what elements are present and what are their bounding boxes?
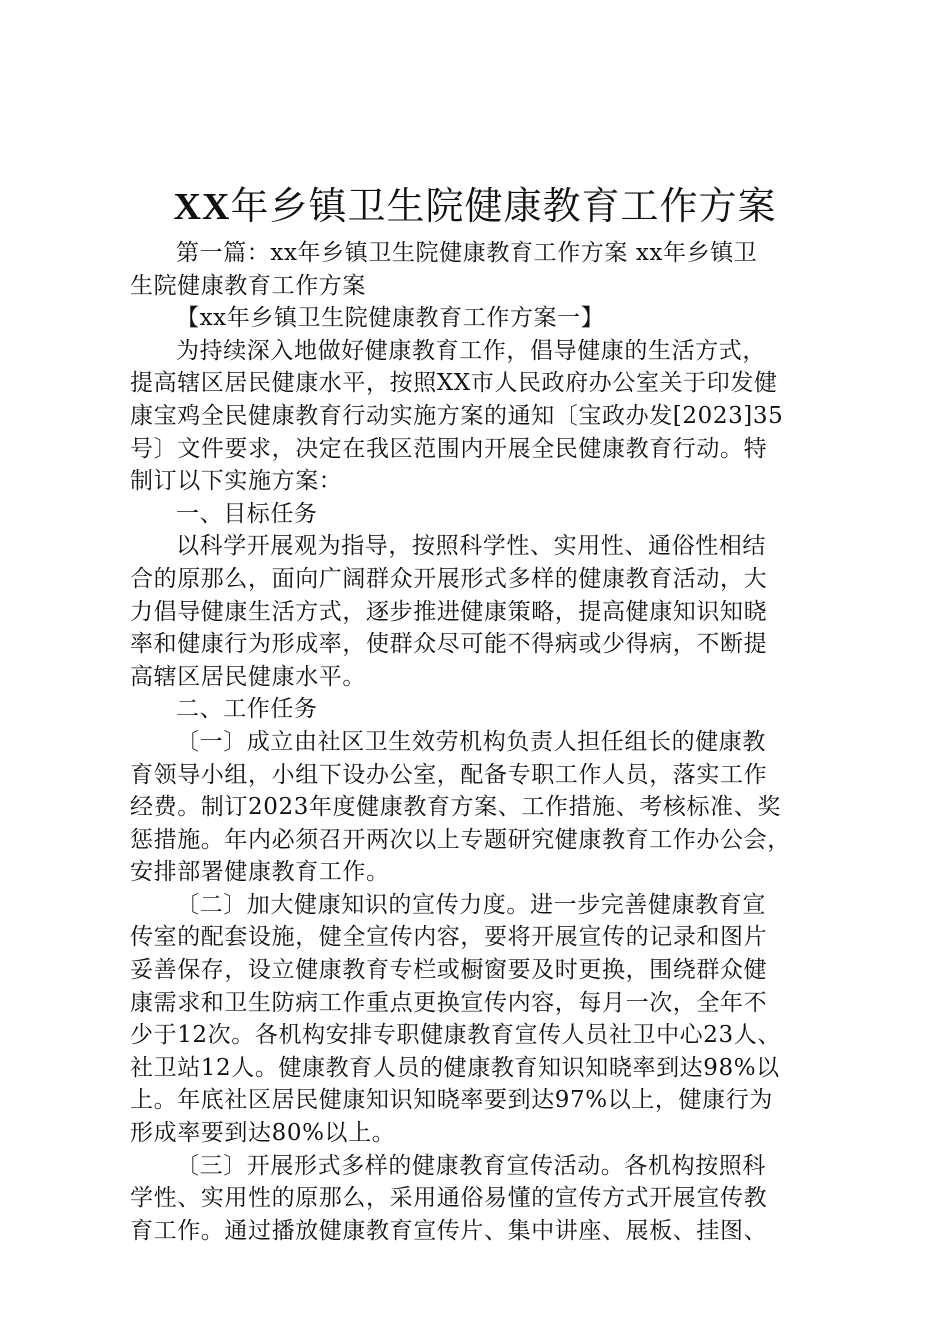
document-body [130, 237, 820, 1247]
text-line: 【xx年乡镇卫生院健康教育工作方案一】 [176, 305, 605, 332]
document-title [130, 178, 820, 235]
text-line: 生院健康教育工作方案 [130, 272, 366, 299]
text-line: 〔一〕成立由社区卫生效劳机构负责人担任组长的健康教 [176, 728, 766, 755]
text-line: 形成率要到达80%以上。 [130, 1120, 396, 1147]
paragraph [130, 302, 820, 335]
paragraph [130, 498, 820, 531]
text-line: 安排部署健康教育工作。 [130, 859, 390, 886]
text-line: 社卫站12人。健康教育人员的健康教育知识知晓率到达98%以 [130, 1054, 780, 1081]
paragraph [130, 1150, 820, 1248]
text-line: 二、工作任务 [176, 696, 318, 723]
text-line: 提高辖区居民健康水平，按照XX市人民政府办公室关于印发健 [130, 370, 778, 397]
text-line: 上。年底社区居民健康知识知晓率要到达97%以上，健康行为 [130, 1087, 773, 1114]
text-line: 高辖区居民健康水平。 [130, 663, 366, 690]
text-line: 合的原那么，面向广阔群众开展形式多样的健康教育活动，大 [130, 565, 768, 592]
text-line: 率和健康行为形成率，使群众尽可能不得病或少得病，不断提 [130, 631, 768, 658]
text-line: 制订以下实施方案： [130, 468, 343, 495]
text-line: 〔二〕加大健康知识的宣传力度。进一步完善健康教育宣 [176, 891, 766, 918]
paragraph [130, 889, 820, 1150]
text-line: 一、目标任务 [176, 500, 318, 527]
text-line: 妥善保存，设立健康教育专栏或橱窗要及时更换，围绕群众健 [130, 957, 768, 984]
text-line: 力倡导健康生活方式，逐步推进健康策略，提高健康知识知晓 [130, 598, 768, 625]
paragraph [130, 530, 820, 693]
title-text: 年乡镇卫生院健康教育工作方案 [230, 184, 777, 228]
text-line: 育工作。通过播放健康教育宣传片、集中讲座、展板、挂图、 [130, 1217, 768, 1244]
text-line: 第一篇：xx年乡镇卫生院健康教育工作方案 xx年乡镇卫 [176, 240, 758, 266]
text-line: 经费。制订2023年度健康教育方案、工作措施、考核标准、奖 [130, 794, 781, 821]
text-line: 〔三〕开展形式多样的健康教育宣传活动。各机构按照科 [176, 1152, 766, 1179]
text-line: 惩措施。年内必须召开两次以上专题研究健康教育工作办公会， [130, 826, 791, 853]
text-line: 康宝鸡全民健康教育行动实施方案的通知〔宝政办发[2023]35 [130, 402, 784, 429]
paragraph [130, 726, 820, 889]
paragraph [130, 693, 820, 726]
document-page [130, 178, 820, 1247]
text-line: 少于12次。各机构安排专职健康教育宣传人员社卫中心23人、 [130, 1022, 781, 1049]
title-prefix: XX [173, 186, 231, 228]
text-line: 以科学开展观为指导，按照科学性、实用性、通俗性相结 [176, 533, 766, 560]
text-line: 为持续深入地做好健康教育工作，倡导健康的生活方式， [176, 337, 766, 364]
text-line: 学性、实用性的原那么，采用通俗易懂的宣传方式开展宣传教 [130, 1185, 768, 1212]
text-line: 号〕文件要求，决定在我区范围内开展全民健康教育行动。特 [130, 435, 768, 462]
text-line: 康需求和卫生防病工作重点更换宣传内容，每月一次，全年不 [130, 989, 768, 1016]
text-line: 传室的配套设施，健全宣传内容，要将开展宣传的记录和图片 [130, 924, 768, 951]
paragraph [130, 335, 820, 498]
paragraph [130, 237, 820, 302]
text-line: 育领导小组，小组下设办公室，配备专职工作人员，落实工作 [130, 761, 768, 788]
